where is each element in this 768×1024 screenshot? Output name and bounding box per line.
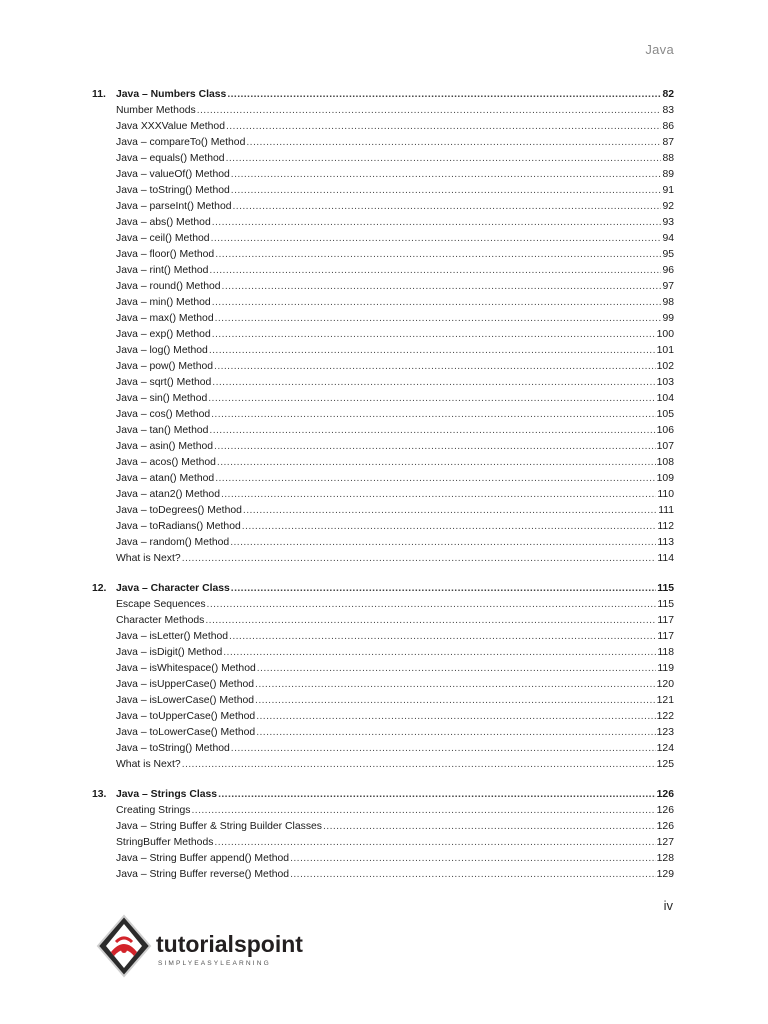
toc-entry-row[interactable]: [92, 693, 674, 709]
toc-entry-row[interactable]: [92, 867, 674, 883]
toc-entry-row[interactable]: [92, 535, 674, 551]
entry-page: 94: [662, 233, 674, 244]
entry-page: 102: [656, 361, 674, 372]
entry-page: 125: [656, 759, 674, 770]
entry-page: 126: [656, 805, 674, 816]
entry-page: 97: [662, 281, 674, 292]
logo-diamond-icon: [98, 916, 150, 976]
toc-entry-row[interactable]: [92, 757, 674, 773]
toc-entry-row[interactable]: [92, 819, 674, 835]
entry-page: 117: [657, 615, 674, 626]
entry-page: 118: [657, 647, 674, 658]
toc-entry-row[interactable]: [92, 135, 674, 151]
entry-page: 123: [656, 727, 674, 738]
entry-title: Java – sin() Method: [116, 393, 208, 404]
dot-leader: [205, 613, 656, 629]
dot-leader: [212, 375, 655, 391]
entry-title: Java – isWhitespace() Method: [116, 663, 256, 674]
entry-page: 100: [656, 329, 674, 340]
entry-page: 111: [658, 505, 674, 516]
dot-leader: [182, 757, 656, 773]
entry-title: Java – equals() Method: [116, 153, 225, 164]
entry-title: Java – isLowerCase() Method: [116, 695, 255, 706]
entry-page: 91: [662, 185, 674, 196]
toc-entry-row[interactable]: [92, 407, 674, 423]
dot-leader: [222, 279, 662, 295]
dot-leader: [231, 581, 656, 597]
dot-leader: [212, 295, 662, 311]
dot-leader: [231, 741, 656, 757]
entry-page: 86: [662, 121, 674, 132]
dot-leader: [243, 503, 657, 519]
toc-entry-row[interactable]: [92, 231, 674, 247]
entry-title: Java XXXValue Method: [116, 121, 225, 132]
entry-page: 112: [657, 521, 674, 532]
entry-title: Character Methods: [116, 615, 205, 626]
toc-entry-row[interactable]: [92, 279, 674, 295]
entry-title: Java – tan() Method: [116, 425, 209, 436]
dot-leader: [246, 135, 661, 151]
dot-leader: [207, 597, 657, 613]
dot-leader: [197, 103, 662, 119]
dot-leader: [290, 867, 656, 883]
entry-page: 128: [656, 853, 674, 864]
entry-title: Java – String Buffer & String Builder Classes: [116, 821, 322, 832]
entry-title: Java – toString() Method: [116, 743, 230, 754]
dot-leader: [290, 851, 656, 867]
toc-entry-row[interactable]: [92, 487, 674, 503]
entry-page: 83: [662, 105, 674, 116]
dot-leader: [233, 199, 662, 215]
dot-leader: [256, 725, 655, 741]
entry-title: Java – parseInt() Method: [116, 201, 232, 212]
dot-leader: [208, 391, 655, 407]
entry-title: Number Methods: [116, 105, 196, 116]
toc-entry-row[interactable]: [92, 629, 674, 645]
entry-page: 95: [662, 249, 674, 260]
chapter-number: 11.: [92, 89, 106, 100]
toc-entry-row[interactable]: [92, 439, 674, 455]
entry-title: Java – random() Method: [116, 537, 230, 548]
dot-leader: [256, 709, 655, 725]
dot-leader: [226, 151, 662, 167]
entry-title: Creating Strings: [116, 805, 191, 816]
toc-entry-row[interactable]: [92, 263, 674, 279]
entry-title: Java – toRadians() Method: [116, 521, 241, 532]
dot-leader: [214, 359, 656, 375]
toc-entry-row[interactable]: [92, 677, 674, 693]
entry-title: Java – isUpperCase() Method: [116, 679, 255, 690]
toc-entry-row[interactable]: [92, 423, 674, 439]
toc-entry-row[interactable]: [92, 215, 674, 231]
entry-page: 129: [656, 869, 674, 880]
entry-title: Java – String Buffer reverse() Method: [116, 869, 290, 880]
entry-page: 124: [656, 743, 674, 754]
logo-wordmark: tutorialspoint: [156, 931, 303, 957]
toc-entry-row[interactable]: [92, 471, 674, 487]
entry-title: Java – pow() Method: [116, 361, 214, 372]
toc-entry-row[interactable]: [92, 359, 674, 375]
toc-entry-row[interactable]: [92, 327, 674, 343]
dot-leader: [209, 423, 655, 439]
toc-chapter-row[interactable]: [92, 787, 674, 803]
entry-title: Java – exp() Method: [116, 329, 211, 340]
entry-page: 119: [657, 663, 674, 674]
entry-title: Java – atan2() Method: [116, 489, 220, 500]
entry-page: 93: [662, 217, 674, 228]
entry-page: 103: [656, 377, 674, 388]
entry-page: 105: [656, 409, 674, 420]
entry-page: 117: [657, 631, 674, 642]
dot-leader: [209, 343, 656, 359]
toc-entry-row[interactable]: [92, 151, 674, 167]
entry-title: Escape Sequences: [116, 599, 206, 610]
chapter-number: 13.: [92, 789, 107, 800]
entry-title: Java – toDegrees() Method: [116, 505, 242, 516]
toc-entry-row[interactable]: [92, 551, 674, 567]
entry-page: 115: [657, 599, 674, 610]
dot-leader: [242, 519, 657, 535]
chapter-title: Java – Character Class: [116, 583, 230, 594]
entry-page: 122: [656, 711, 674, 722]
toc-entry-row[interactable]: [92, 519, 674, 535]
toc-chapter-row[interactable]: [92, 87, 674, 103]
dot-leader: [215, 247, 661, 263]
dot-leader: [192, 803, 656, 819]
entry-title: Java – valueOf() Method: [116, 169, 230, 180]
toc-section: [92, 787, 674, 883]
dot-leader: [212, 327, 656, 343]
entry-title: Java – toString() Method: [116, 185, 230, 196]
entry-page: 87: [662, 137, 674, 148]
entry-title: Java – min() Method: [116, 297, 211, 308]
dot-leader: [212, 215, 662, 231]
entry-page: 106: [656, 425, 674, 436]
entry-page: 96: [662, 265, 674, 276]
page-number: iv: [663, 898, 673, 913]
toc-entry-row[interactable]: [92, 199, 674, 215]
entry-title: Java – toLowerCase() Method: [116, 727, 256, 738]
dot-leader: [215, 311, 662, 327]
dot-leader: [221, 487, 656, 503]
toc-entry-row[interactable]: [92, 741, 674, 757]
entry-page: 88: [662, 153, 674, 164]
entry-page: 107: [656, 441, 674, 452]
dot-leader: [323, 819, 656, 835]
toc-entry-row[interactable]: [92, 503, 674, 519]
toc-entry-row[interactable]: [92, 645, 674, 661]
chapter-title: Java – Numbers Class: [116, 89, 227, 100]
toc-entry-row[interactable]: [92, 709, 674, 725]
entry-page: 121: [656, 695, 674, 706]
entry-title: Java – ceil() Method: [116, 233, 210, 244]
dot-leader: [217, 455, 656, 471]
entry-page: 99: [662, 313, 674, 324]
toc-entry-row[interactable]: [92, 597, 674, 613]
toc-chapter-row[interactable]: [92, 581, 674, 597]
toc-section: [92, 87, 674, 567]
toc-entry-row[interactable]: [92, 455, 674, 471]
toc-entry-row[interactable]: [92, 851, 674, 867]
toc-entry-row[interactable]: [92, 103, 674, 119]
dot-leader: [182, 551, 657, 567]
dot-leader: [229, 629, 656, 645]
chapter-title: Java – Strings Class: [116, 789, 218, 800]
entry-page: 127: [656, 837, 674, 848]
entry-title: Java – isDigit() Method: [116, 647, 223, 658]
entry-page: 114: [657, 553, 674, 564]
logo-tagline: SIMPLYEASYLEARNING: [158, 960, 271, 967]
dot-leader: [231, 167, 662, 183]
entry-title: Java – max() Method: [116, 313, 214, 324]
toc-section: [92, 581, 674, 773]
entry-title: Java – String Buffer append() Method: [116, 853, 290, 864]
toc-entry-row[interactable]: [92, 835, 674, 851]
entry-title: What is Next?: [116, 553, 181, 564]
entry-title: Java – round() Method: [116, 281, 221, 292]
toc-entry-row[interactable]: [92, 295, 674, 311]
dot-leader: [257, 661, 657, 677]
toc-entry-row[interactable]: [92, 661, 674, 677]
toc-entry-row[interactable]: [92, 311, 674, 327]
entry-page: 109: [656, 473, 674, 484]
chapter-page: 115: [657, 583, 674, 594]
toc-entry-row[interactable]: [92, 343, 674, 359]
entry-title: What is Next?: [116, 759, 181, 770]
chapter-number: 12.: [92, 583, 107, 594]
dot-leader: [227, 87, 661, 103]
entry-page: 92: [662, 201, 674, 212]
toc-entry-row[interactable]: [92, 613, 674, 629]
entry-title: Java – acos() Method: [116, 457, 216, 468]
tutorialspoint-logo: [94, 912, 344, 982]
toc-entry-row[interactable]: [92, 803, 674, 819]
toc-entry-row[interactable]: [92, 247, 674, 263]
dot-leader: [214, 439, 656, 455]
dot-leader: [231, 183, 662, 199]
dot-leader: [255, 677, 656, 693]
dot-leader: [211, 407, 656, 423]
entry-title: Java – abs() Method: [116, 217, 211, 228]
table-of-contents: [92, 87, 674, 897]
entry-page: 98: [662, 297, 674, 308]
entry-page: 120: [656, 679, 674, 690]
entry-title: Java – isLetter() Method: [116, 631, 229, 642]
toc-entry-row[interactable]: [92, 391, 674, 407]
dot-leader: [215, 471, 655, 487]
chapter-page: 126: [656, 789, 674, 800]
dot-leader: [209, 263, 661, 279]
dot-leader: [255, 693, 656, 709]
toc-entry-row[interactable]: [92, 119, 674, 135]
entry-title: Java – toUpperCase() Method: [116, 711, 256, 722]
entry-page: 108: [656, 457, 674, 468]
toc-entry-row[interactable]: [92, 375, 674, 391]
toc-entry-row[interactable]: [92, 725, 674, 741]
entry-title: Java – asin() Method: [116, 441, 214, 452]
entry-page: 104: [656, 393, 674, 404]
entry-title: Java – atan() Method: [116, 473, 215, 484]
entry-page: 110: [657, 489, 674, 500]
entry-title: StringBuffer Methods: [116, 837, 214, 848]
entry-page: 113: [657, 537, 674, 548]
dot-leader: [218, 787, 656, 803]
entry-page: 89: [662, 169, 674, 180]
entry-page: 126: [656, 821, 674, 832]
toc-entry-row[interactable]: [92, 167, 674, 183]
toc-entry-row[interactable]: [92, 183, 674, 199]
chapter-page: 82: [662, 89, 674, 100]
dot-leader: [223, 645, 656, 661]
dot-leader: [211, 231, 662, 247]
entry-page: 101: [656, 345, 674, 356]
entry-title: Java – cos() Method: [116, 409, 211, 420]
dot-leader: [214, 835, 655, 851]
entry-title: Java – sqrt() Method: [116, 377, 212, 388]
entry-title: Java – floor() Method: [116, 249, 215, 260]
entry-title: Java – compareTo() Method: [116, 137, 246, 148]
dot-leader: [230, 535, 656, 551]
entry-title: Java – log() Method: [116, 345, 208, 356]
entry-title: Java – rint() Method: [116, 265, 209, 276]
running-header: Java: [645, 42, 674, 57]
dot-leader: [226, 119, 661, 135]
